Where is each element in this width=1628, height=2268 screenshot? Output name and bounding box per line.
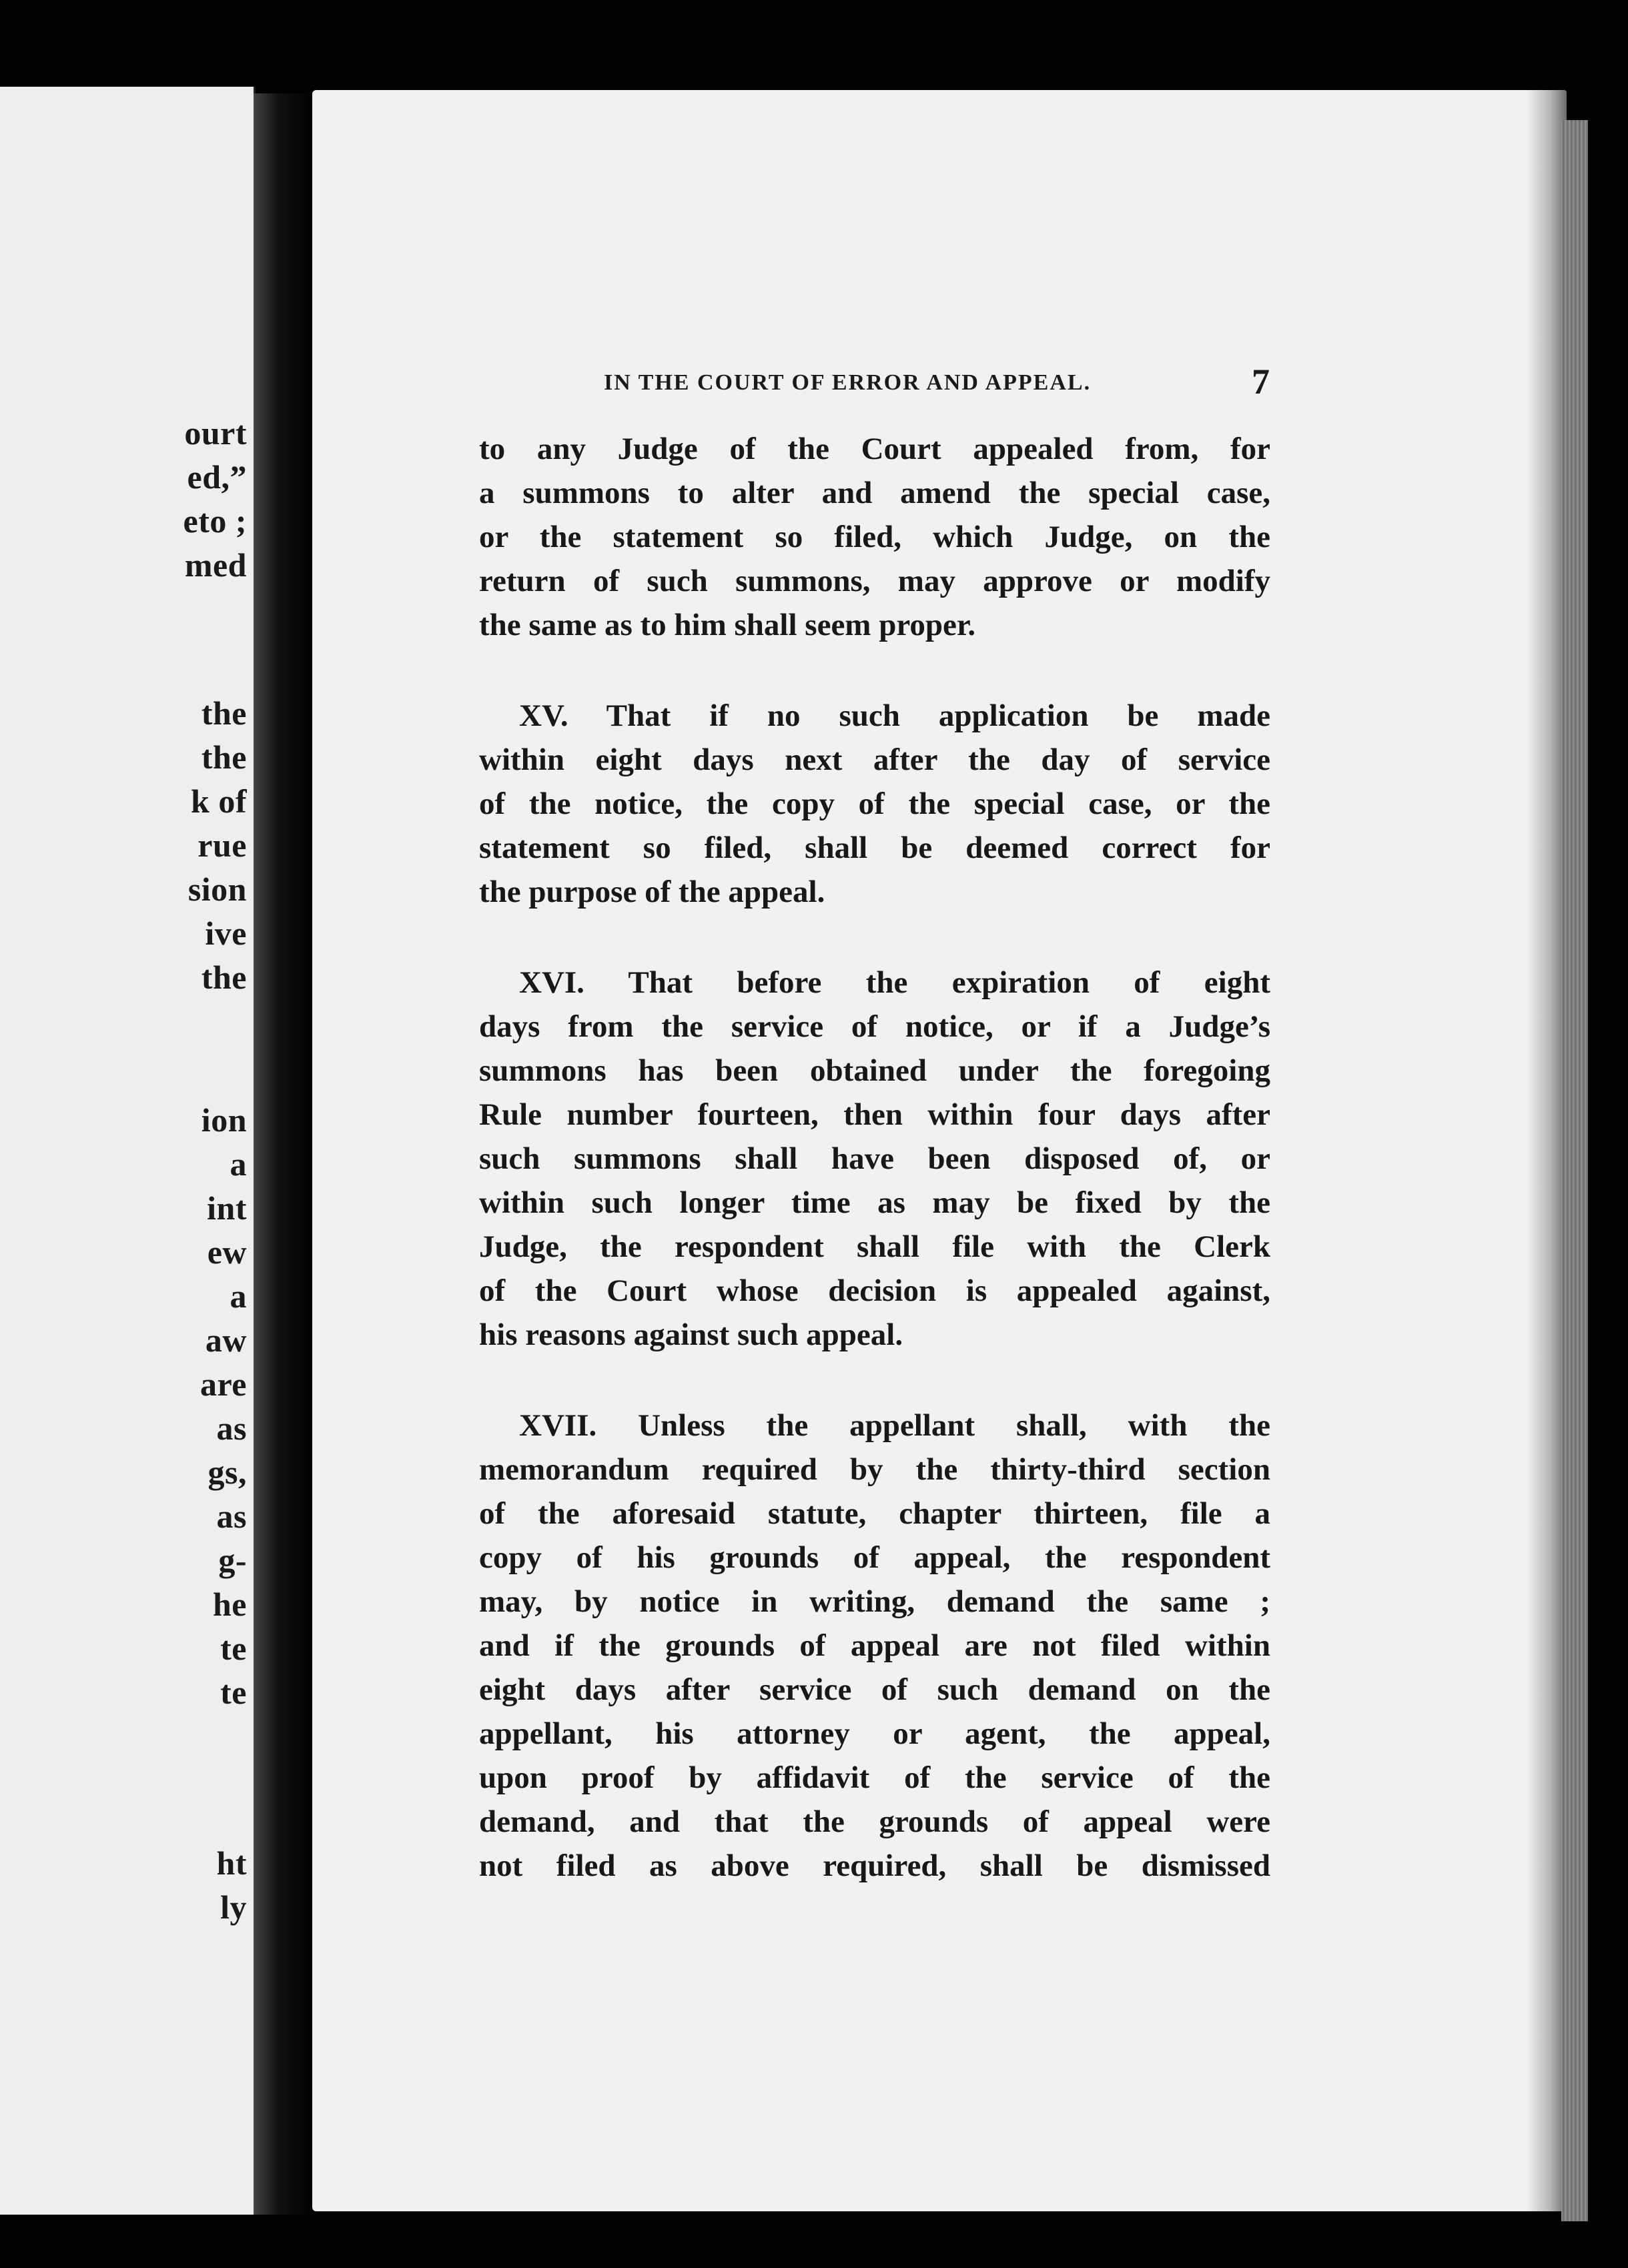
text-line: not filed as above required, shall be dismissed: [479, 1848, 1270, 1883]
body-text: [479, 427, 1270, 1934]
page-number: 7: [1252, 362, 1271, 402]
text-line: the same as to him shall seem proper.: [479, 608, 976, 642]
text-line: and if the grounds of appeal are not filed within: [479, 1628, 1270, 1663]
text-line: to any Judge of the Court appealed from, for: [479, 432, 1270, 466]
left-fragment: ed,”: [187, 458, 247, 496]
left-fragment: ion: [201, 1101, 247, 1139]
left-fragment: ew: [207, 1233, 247, 1271]
book-gutter: [254, 93, 314, 2215]
left-fragment: te: [220, 1674, 247, 1711]
left-fragment: sion: [187, 871, 247, 908]
left-fragment: gs,: [208, 1454, 247, 1491]
text-line: demand, and that the grounds of appeal were: [479, 1804, 1270, 1839]
rule-xvii: [479, 1403, 1270, 1888]
text-line: or the statement so filed, which Judge, on the: [479, 520, 1270, 554]
left-fragment: ly: [220, 1888, 247, 1926]
text-line: memorandum required by the thirty-third section: [479, 1452, 1270, 1487]
text-line: XVI. That before the expiration of eight: [519, 965, 1270, 1000]
page-edge-shadow: [1527, 90, 1567, 2211]
text-line: the purpose of the appeal.: [479, 875, 825, 909]
text-line: within such longer time as may be fixed by the: [479, 1185, 1270, 1220]
text-line: of the notice, the copy of the special case, or the: [479, 786, 1270, 821]
page-edges: [1561, 120, 1588, 2221]
running-head-title: IN THE COURT OF ERROR AND APPEAL.: [604, 370, 1092, 395]
left-fragment: the: [201, 738, 247, 776]
running-head: [604, 364, 1271, 404]
text-line: eight days after service of such demand on the: [479, 1672, 1270, 1707]
text-line: XV. That if no such application be made: [519, 698, 1270, 733]
text-line: within eight days next after the day of service: [479, 742, 1270, 777]
left-fragment: k of: [191, 782, 247, 820]
text-line: copy of his grounds of appeal, the respondent: [479, 1540, 1270, 1575]
text-line: of the aforesaid statute, chapter thirteen, file a: [479, 1496, 1270, 1531]
left-fragment: he: [213, 1586, 247, 1623]
left-fragment: te: [220, 1630, 247, 1667]
left-fragment: eto ;: [183, 502, 247, 540]
left-fragment: the: [201, 694, 247, 732]
text-line: may, by notice in writing, demand the same ;: [479, 1584, 1270, 1619]
left-fragment: ht: [216, 1844, 247, 1882]
left-fragment: ourt: [184, 414, 247, 452]
text-line: XVII. Unless the appellant shall, with the: [519, 1408, 1270, 1443]
text-line: such summons shall have been disposed of, or: [479, 1141, 1270, 1176]
text-line: Rule number fourteen, then within four days after: [479, 1097, 1270, 1132]
rule-xvi: [479, 961, 1270, 1357]
left-fragment: ive: [205, 915, 247, 952]
text-line: Judge, the respondent shall file with the Clerk: [479, 1229, 1270, 1264]
left-fragment: aw: [205, 1321, 247, 1359]
left-fragment: med: [184, 546, 247, 584]
text-line: his reasons against such appeal.: [479, 1317, 903, 1352]
text-line: of the Court whose decision is appealed against,: [479, 1273, 1270, 1308]
text-line: return of such summons, may approve or modify: [479, 564, 1270, 598]
text-line: statement so filed, shall be deemed correct for: [479, 830, 1270, 865]
text-line: days from the service of notice, or if a Judge’s: [479, 1009, 1270, 1044]
left-fragment: a: [230, 1145, 247, 1183]
text-line: upon proof by affidavit of the service of the: [479, 1760, 1270, 1795]
left-fragment: g-: [218, 1542, 247, 1579]
left-page: [0, 87, 256, 2215]
left-fragment: int: [207, 1189, 247, 1227]
left-fragment: the: [201, 959, 247, 996]
left-fragment: are: [200, 1365, 247, 1403]
left-fragment: as: [216, 1409, 247, 1447]
left-fragment: as: [216, 1498, 247, 1535]
left-fragment: a: [230, 1277, 247, 1315]
paragraph-continuation: [479, 427, 1270, 647]
text-line: summons has been obtained under the foregoing: [479, 1053, 1270, 1088]
left-fragment: rue: [197, 826, 247, 864]
text-line: a summons to alter and amend the special case,: [479, 476, 1270, 510]
rule-xv: [479, 694, 1270, 914]
text-line: appellant, his attorney or agent, the appeal,: [479, 1716, 1270, 1751]
